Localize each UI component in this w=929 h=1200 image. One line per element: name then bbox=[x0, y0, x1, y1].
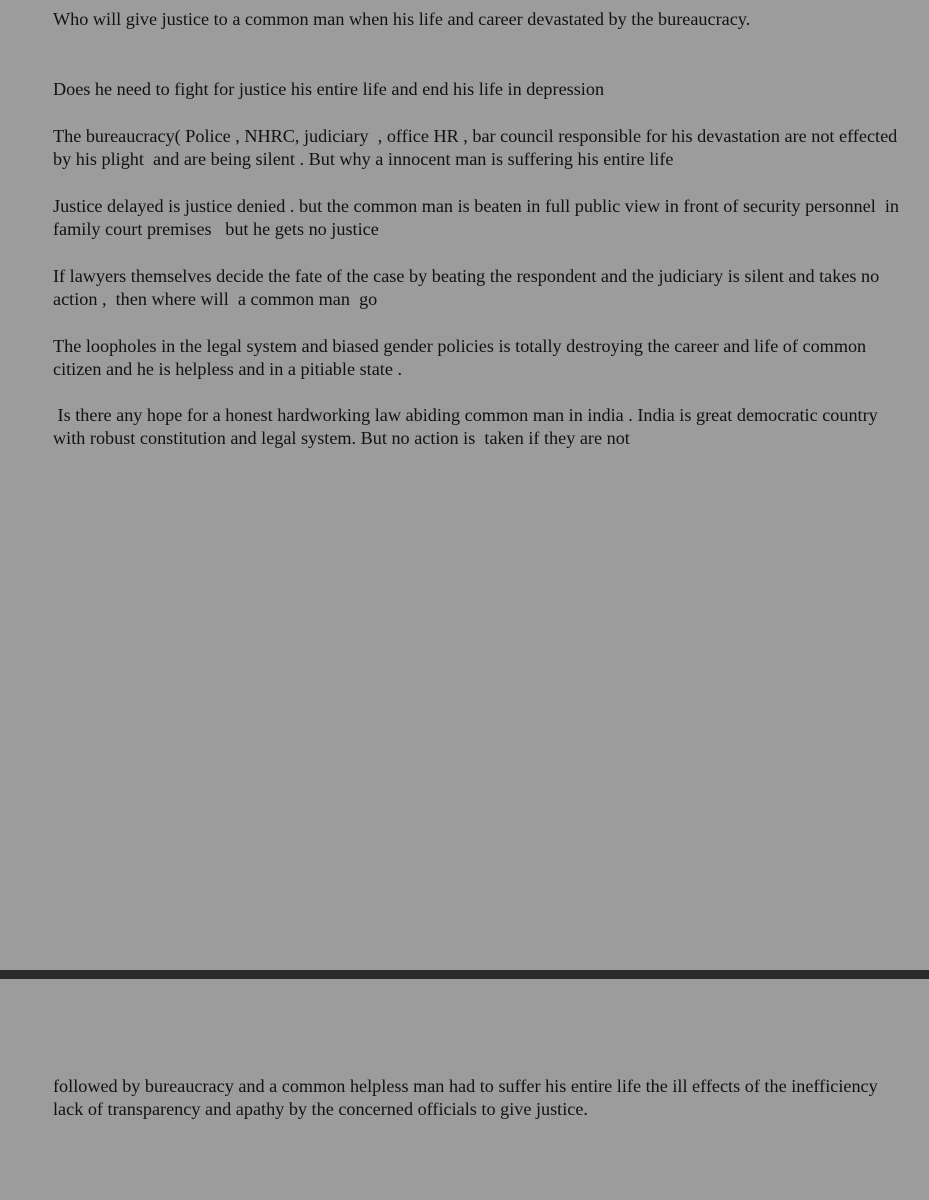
paragraph-6: The loopholes in the legal system and biased gender policies is totally destroying the career and life of common citizen and he is helpless and in a pitiable state . bbox=[53, 336, 871, 379]
paragraph-5: If lawyers themselves decide the fate of the case by beating the respondent and the judiciary is silent and takes no action , then where will a common man go bbox=[53, 266, 884, 309]
paragraph-7: Is there any hope for a honest hardworking law abiding common man in india . India is great democratic country with robust constitution and legal system. But no action is taken if they are not bbox=[53, 405, 883, 448]
paragraph-2: Does he need to fight for justice his entire life and end his life in depression bbox=[53, 79, 605, 99]
paragraph-1: Who will give justice to a common man when his life and career devastated by the bureaucracy. bbox=[53, 9, 751, 29]
page-divider bbox=[0, 970, 929, 979]
paragraph-8: followed by bureaucracy and a common helpless man had to suffer his entire life the ill effects of the inefficiency lack of transparency and apathy by the concerned officials to give justice. bbox=[53, 1076, 883, 1119]
paragraph-4: Justice delayed is justice denied . but the common man is beaten in full public view in front of security personnel in family court premises but he gets no justice bbox=[53, 196, 909, 239]
document-page-2 bbox=[0, 979, 929, 1200]
paragraph-3: The bureaucracy( Police , NHRC, judiciary , office HR , bar council responsible for his devastation are not effected by his plight and are being silent . But why a innocent man is suffering his entire life bbox=[53, 126, 902, 169]
